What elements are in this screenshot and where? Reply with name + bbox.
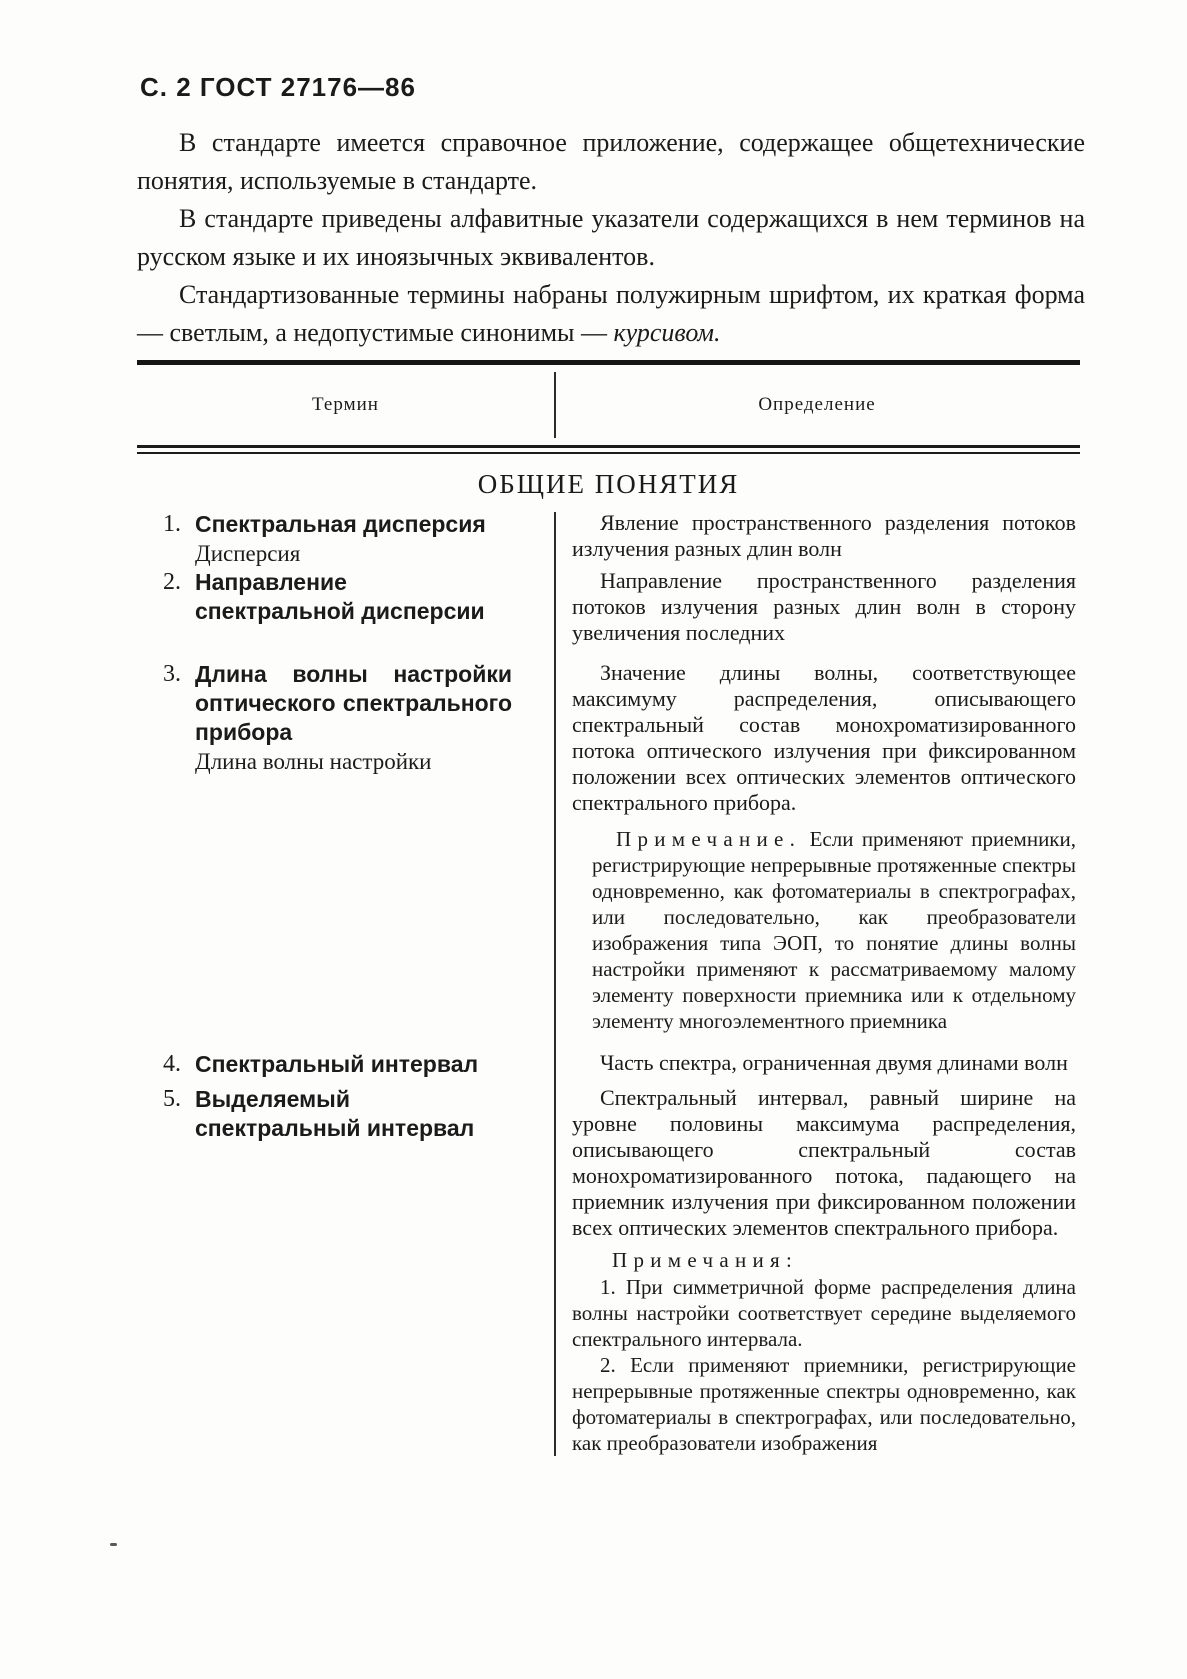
term-label: Направление спектральной дисперсии: [195, 569, 485, 624]
intro-paragraph-2: В стандарте приведены алфавитные указатели содержащихся в нем терминов на русском языке и их иноязычных эквивалентов.: [137, 204, 1085, 271]
table-row: [137, 660, 1080, 1034]
note-text: Если применяют приемники, регистрирующие непрерывные протяженные спектры одновременно, как фотоматериалы в спектрографах, или последовательно, как преобразователи изображения типа ЭОП, то понятие длины волны настройки применяют к рассматриваемому малому элементу поверхности приемника или к отдельному элементу многоэлементного приемника: [592, 827, 1076, 1033]
term-cell: [137, 568, 554, 646]
term-label: Спектральная дисперсия: [195, 511, 486, 537]
term-short-form: Дисперсия: [195, 541, 301, 566]
terms-table: [137, 360, 1080, 1456]
definition-text: Направление пространственного разделения потоков излучения разных длин волн в сторону увеличения последних: [572, 568, 1076, 645]
intro-paragraph-1: В стандарте имеется справочное приложение, содержащее общетехнические понятия, используемые в стандарте.: [137, 128, 1085, 195]
definition-text: Часть спектра, ограниченная двумя длинами волн: [600, 1050, 1068, 1075]
table-header-double-rule: [137, 445, 1080, 454]
term-label: Длина волны настройки оптического спектрального прибора: [195, 661, 512, 745]
column-header-term: Термин: [312, 394, 379, 415]
header-column-divider: [554, 372, 556, 438]
term-number: 5.: [163, 1086, 181, 1112]
definition-note: 2. Если применяют приемники, регистрирующие непрерывные протяженные спектры одновременно, как фотоматериалы в спектрографах, или последовательно, как преобразователи изображения: [572, 1353, 1076, 1455]
definition-text: Значение длины волны, соответствующее максимуму распределения, описывающего спектральный состав монохроматизированного потока оптического излучения при фиксированном положении всех оптических элементов оптического спектрального прибора.: [572, 660, 1076, 815]
definition-text: Явление пространственного разделения потоков излучения разных длин волн: [572, 510, 1076, 561]
page-header: С. 2 ГОСТ 27176—86: [140, 72, 416, 102]
table-row: [137, 510, 1080, 568]
term-number: 2.: [163, 569, 181, 595]
definition-cell: [554, 510, 1080, 568]
term-cell: [137, 1085, 554, 1456]
term-short-form: Длина волны настройки: [195, 749, 432, 774]
definition-text: Спектральный интервал, равный ширине на уровне половины максимума распределения, описывающего спектральный состав монохроматизированного потока, падающего на приемник излучения при фиксированном положении всех оптических элементов спектрального прибора.: [572, 1085, 1076, 1240]
term-cell: [137, 660, 554, 1034]
term-text: [163, 1085, 512, 1143]
table-column-divider: [554, 512, 556, 1456]
intro-section: [137, 124, 1085, 352]
definition-cell: [554, 1085, 1080, 1456]
term-cell: [137, 1050, 554, 1079]
term-text: [163, 1050, 512, 1079]
term-number: 1.: [163, 511, 181, 537]
table-header-row: [137, 365, 1080, 445]
definition-cell: [554, 1050, 1080, 1079]
intro-paragraph-3-emphasis: курсивом.: [613, 318, 721, 347]
table-row: [137, 1050, 1080, 1079]
table-row: [137, 1085, 1080, 1456]
term-label: Спектральный интервал: [195, 1051, 479, 1077]
definition-cell: [554, 568, 1080, 646]
term-label: Выделяемый спектральный интервал: [195, 1086, 475, 1141]
column-header-definition: Определение: [758, 394, 876, 415]
definition-note: 1. При симметричной форме распределения длина волны настройки соответствует середине выделяемого спектрального интервала.: [572, 1275, 1076, 1351]
note-label: Примечание.: [616, 827, 802, 851]
table-body: [137, 510, 1080, 1456]
intro-paragraph-3: [137, 276, 1085, 352]
term-cell: [137, 510, 554, 568]
scan-artifact-dash: [110, 1543, 117, 1546]
term-text: [163, 660, 512, 747]
term-number: 4.: [163, 1051, 181, 1077]
term-text: [163, 510, 512, 539]
section-title: ОБЩИЕ ПОНЯТИЯ: [477, 469, 740, 499]
intro-paragraph-3-main: Стандартизованные термины набраны полужирным шрифтом, их краткая форма— светлым, а недопустимые синонимы —: [137, 280, 1085, 347]
definition-note: [592, 826, 1076, 1034]
table-row: [137, 568, 1080, 646]
term-text: [163, 568, 512, 626]
notes-label: Примечания:: [612, 1248, 799, 1272]
definition-cell: [554, 660, 1080, 1034]
term-number: 3.: [163, 661, 181, 687]
